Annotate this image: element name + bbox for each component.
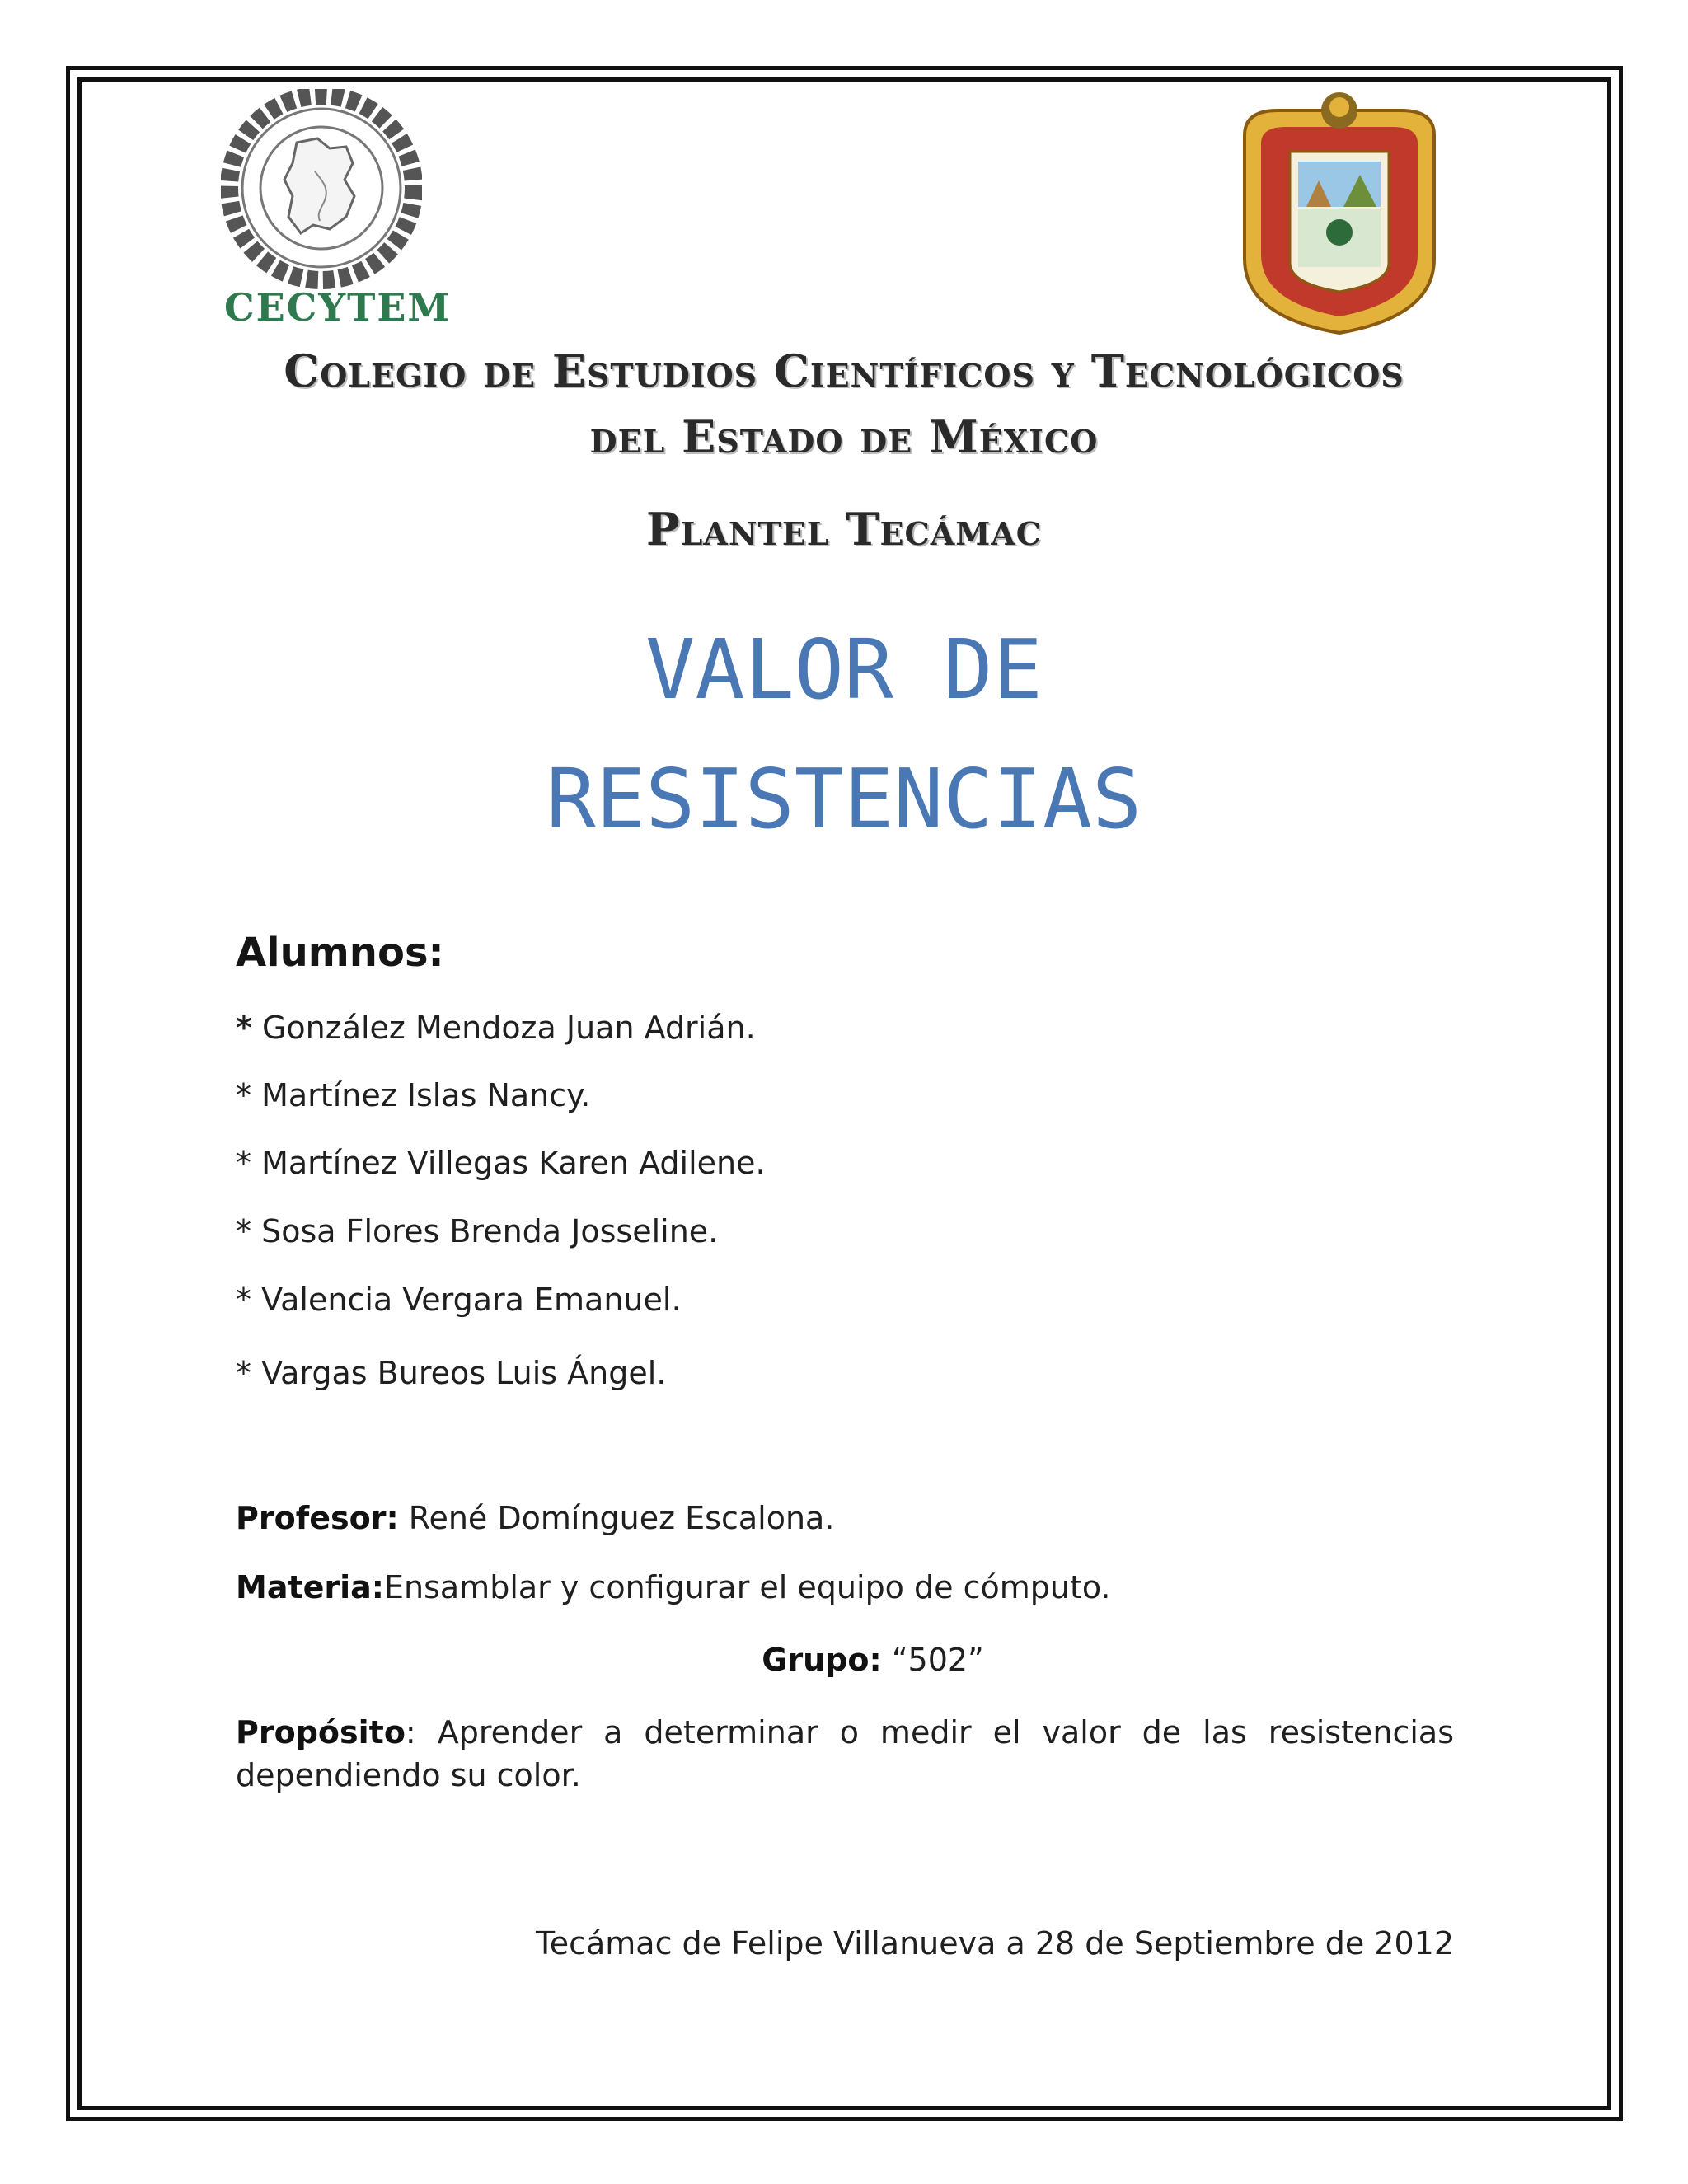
institution-name-line1: Colegio de Estudios Científicos y Tecnológicos (284, 344, 1404, 397)
student-name: Valencia Vergara Emanuel. (261, 1282, 682, 1318)
bullet-mark: * (236, 1282, 251, 1318)
institution-name-line2: del Estado de México (589, 410, 1099, 463)
document-title-line2: RESISTENCIAS (546, 751, 1142, 847)
campus-name: Plantel Tecámac (646, 503, 1042, 555)
professor-line (236, 1500, 1454, 1536)
cecytem-logo-text: CECYTEM (224, 285, 452, 330)
subject-line (236, 1569, 1454, 1605)
professor-label: Profesor: (236, 1500, 399, 1536)
subject-value: Ensamblar y configurar el equipo de cómputo. (384, 1569, 1111, 1605)
student-item (236, 1355, 1454, 1391)
student-name: González Mendoza Juan Adrián. (261, 1010, 756, 1046)
subject-label: Materia: (236, 1569, 384, 1605)
bullet-mark: * (236, 1010, 252, 1046)
purpose-paragraph (236, 1711, 1454, 1797)
bullet-mark: * (236, 1355, 251, 1391)
professor-value: René Domínguez Escalona. (408, 1500, 835, 1536)
purpose-label: Propósito (236, 1714, 406, 1750)
estado-de-mexico-coat-of-arms-icon (1228, 86, 1451, 341)
purpose-text-line2: dependiendo su color. (236, 1757, 581, 1793)
student-item (236, 1010, 1454, 1046)
student-name: Martínez Islas Nancy. (261, 1077, 591, 1113)
student-name: Vargas Bureos Luis Ángel. (261, 1355, 667, 1391)
place-and-date: Tecámac de Felipe Villanueva a 28 de Septiembre de 2012 (535, 1925, 1454, 1961)
student-name: Sosa Flores Brenda Josseline. (261, 1213, 719, 1249)
student-item (236, 1282, 1454, 1318)
group-value: “502” (891, 1642, 984, 1678)
student-item (236, 1145, 1454, 1181)
students-heading: Alumnos: (236, 930, 444, 976)
student-name: Martínez Villegas Karen Adilene. (261, 1145, 766, 1181)
bullet-mark: * (236, 1145, 251, 1181)
bullet-mark: * (236, 1077, 251, 1113)
bullet-mark: * (236, 1213, 251, 1249)
student-item (236, 1213, 1454, 1249)
purpose-text-line1: : Aprender a determinar o medir el valor de las resistencias (405, 1714, 1454, 1750)
document-title-line1: VALOR DE (645, 621, 1043, 718)
group-line (0, 1642, 1688, 1678)
group-label: Grupo: (762, 1642, 882, 1678)
student-item (236, 1077, 1454, 1113)
